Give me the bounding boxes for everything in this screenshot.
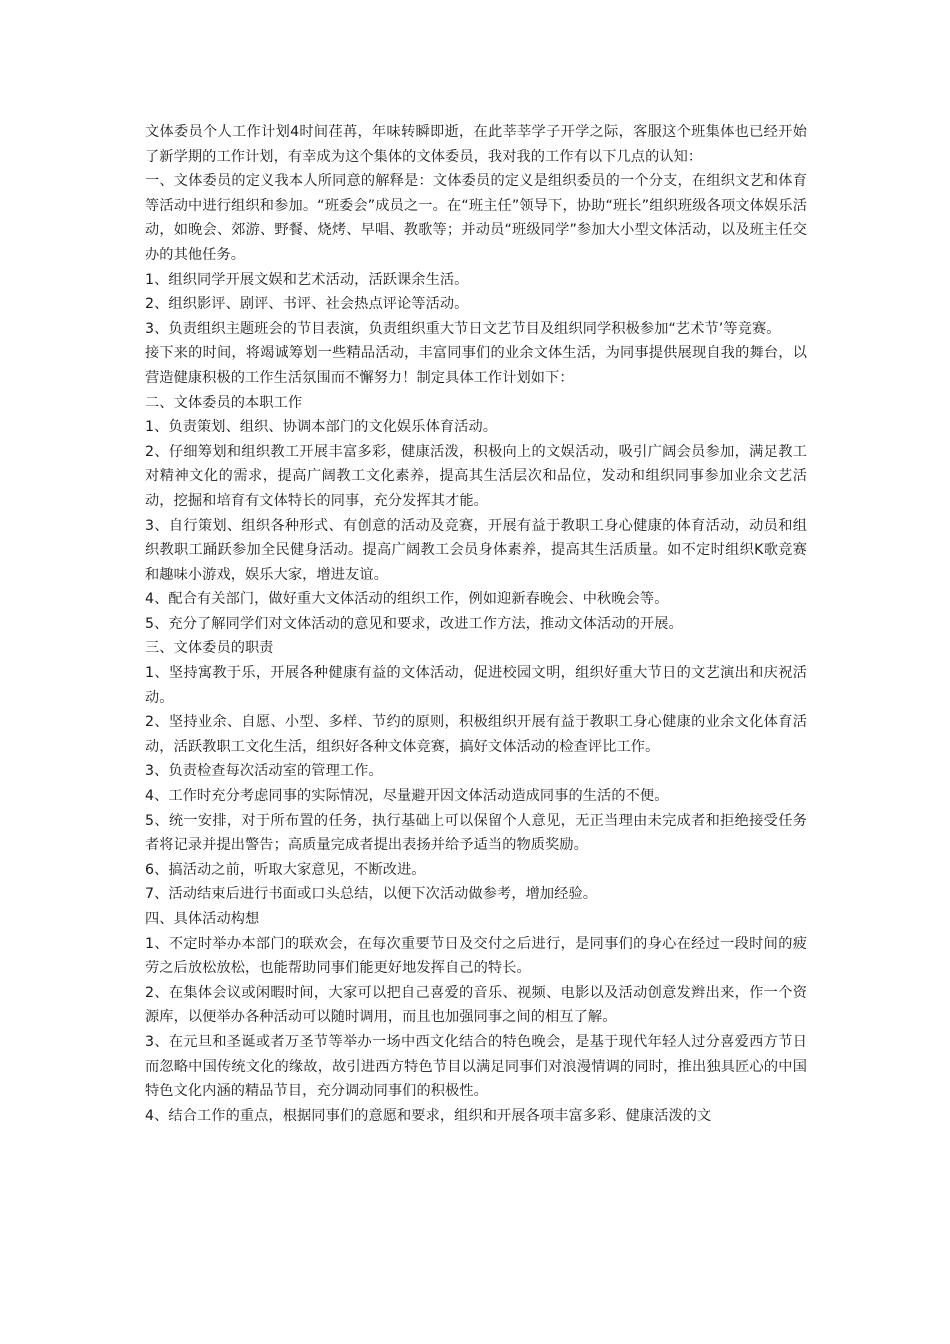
- list-item: 1、组织同学开展文娱和艺术活动，活跃课余生活。: [145, 271, 469, 288]
- intro-paragraph: 文体委员个人工作计划4时间荏苒，年味转瞬即逝，在此莘莘学子开学之际，客服这个班集体也已经开始了新学期的工作计划，有幸成为这个集体的文体委员，我对我的工作有以下几点的认知：: [145, 124, 807, 165]
- list-item: 2、坚持业余、自愿、小型、多样、节约的原则，积极组织开展有益于教职工身心健康的业余文化体育活动，活跃教职工文化生活，组织好各种文体竞赛，搞好文体活动的检查评比工作。: [145, 714, 807, 755]
- list-item: 1、负责策划、组织、协调本部门的文化娱乐体育活动。: [145, 419, 498, 436]
- list-item: 4、工作时充分考虑同事的实际情况，尽量避开因文体活动造成同事的生活的不便。: [145, 788, 669, 805]
- list-item: 2、仔细筹划和组织教工开展丰富多彩，健康活泼，积极向上的文娱活动，吸引广阔会员参加，满足教工对精神文化的需求，提高广阔教工文化素养，提高其生活层次和品位，发动和组织同事参加业余文艺活动，挖掘和培育有文体特长的同事，充分发挥其才能。: [145, 443, 807, 509]
- list-item: 5、充分了解同学们对文体活动的意见和要求，改进工作方法，推动文体活动的开展。: [145, 615, 683, 632]
- list-item: 1、不定时举办本部门的联欢会，在每次重要节日及交付之后进行，是同事们的身心在经过一段时间的疲劳之后放松放松，也能帮助同事们能更好地发挥自己的特长。: [145, 935, 807, 977]
- list-item: 3、负责检查每次活动室的管理工作。: [145, 763, 383, 780]
- section-heading: 三、文体委员的职责: [145, 640, 274, 657]
- list-item: 3、负责组织主题班会的节目表演，负责组织重大节日文艺节目及组织同学积极参加“艺术节’等竞赛。: [145, 320, 781, 337]
- list-item: 2、在集体会议或闲暇时间，大家可以把自己喜爱的音乐、视频、电影以及活动创意发辫出来，作一个资源库，以便举办各种活动可以随时调用，而且也加强同事之间的相互了解。: [145, 984, 807, 1026]
- transition-paragraph: 接下来的时间，将竭诚筹划一些精品活动，丰富同事们的业余文体生活，为同事提供展现自我的舞台，以营造健康积极的工作生活氛围而不懈努力！制定具体工作计划如下：: [145, 345, 807, 386]
- section-heading: 二、文体委员的本职工作: [145, 394, 303, 411]
- list-item: 4、配合有关部门，做好重大文体活动的组织工作，例如迎新春晚会、中秋晚会等。: [145, 591, 669, 608]
- list-item: 3、在元旦和圣诞或者万圣节等举办一场中西文化结合的特色晚会，是基于现代年轻人过分喜爱西方节日而忽略中国传统文化的缘故，故引进西方特色节目以满足同事们对浪漫情调的同时，推出独具匠心的中国特色文化内涵的精品节目，充分调动同事们的积极性。: [145, 1033, 807, 1100]
- section-1-definition: 一、文体委员的定义我本人所同意的解释是：文体委员的定义是组织委员的一个分支，在组织文艺和体育等活动中进行组织和参加。“班委会”成员之一。在“班主任”领导下，协助“班长”组织班级各项文体娱乐活动，如晚会、郊游、野餐、烧烤、早唱、教歌等；并动员“班级同学”参加大小型文体活动，以及班主任交办的其他任务。: [145, 173, 807, 263]
- list-item: 4、结合工作的重点，根据同事们的意愿和要求，组织和开展各项丰富多彩、健康活泼的文: [145, 1107, 712, 1124]
- list-item: 3、自行策划、组织各种形式、有创意的活动及竞赛，开展有益于教职工身心健康的体育活动，动员和组织教职工踊跃参加全民健身活动。提高广阔教工会员身体素养，提高其生活质量。如不定时组织K歌竞赛和趣味小游戏，娱乐大家，增进友谊。: [145, 517, 807, 583]
- list-item: 7、活动结束后进行书面或口头总结，以便下次活动做参考，增加经验。: [145, 886, 598, 903]
- section-heading: 四、具体活动构想: [145, 911, 260, 927]
- list-item: 6、搞活动之前，听取大家意见，不断改进。: [145, 861, 426, 878]
- document-body: [145, 120, 807, 1128]
- list-item: 5、统一安排，对于所布置的任务，执行基础上可以保留个人意见，无正当理由未完成者和拒绝接受任务者将记录并提出警告；高质量完成者提出表扬并给予适当的物质奖励。: [145, 812, 807, 854]
- list-item: 1、坚持寓教于乐，开展各种健康有益的文体活动，促进校园文明，组织好重大节日的文艺演出和庆祝活动。: [145, 665, 807, 706]
- list-item: 2、组织影评、剧评、书评、社会热点评论等活动。: [145, 296, 469, 313]
